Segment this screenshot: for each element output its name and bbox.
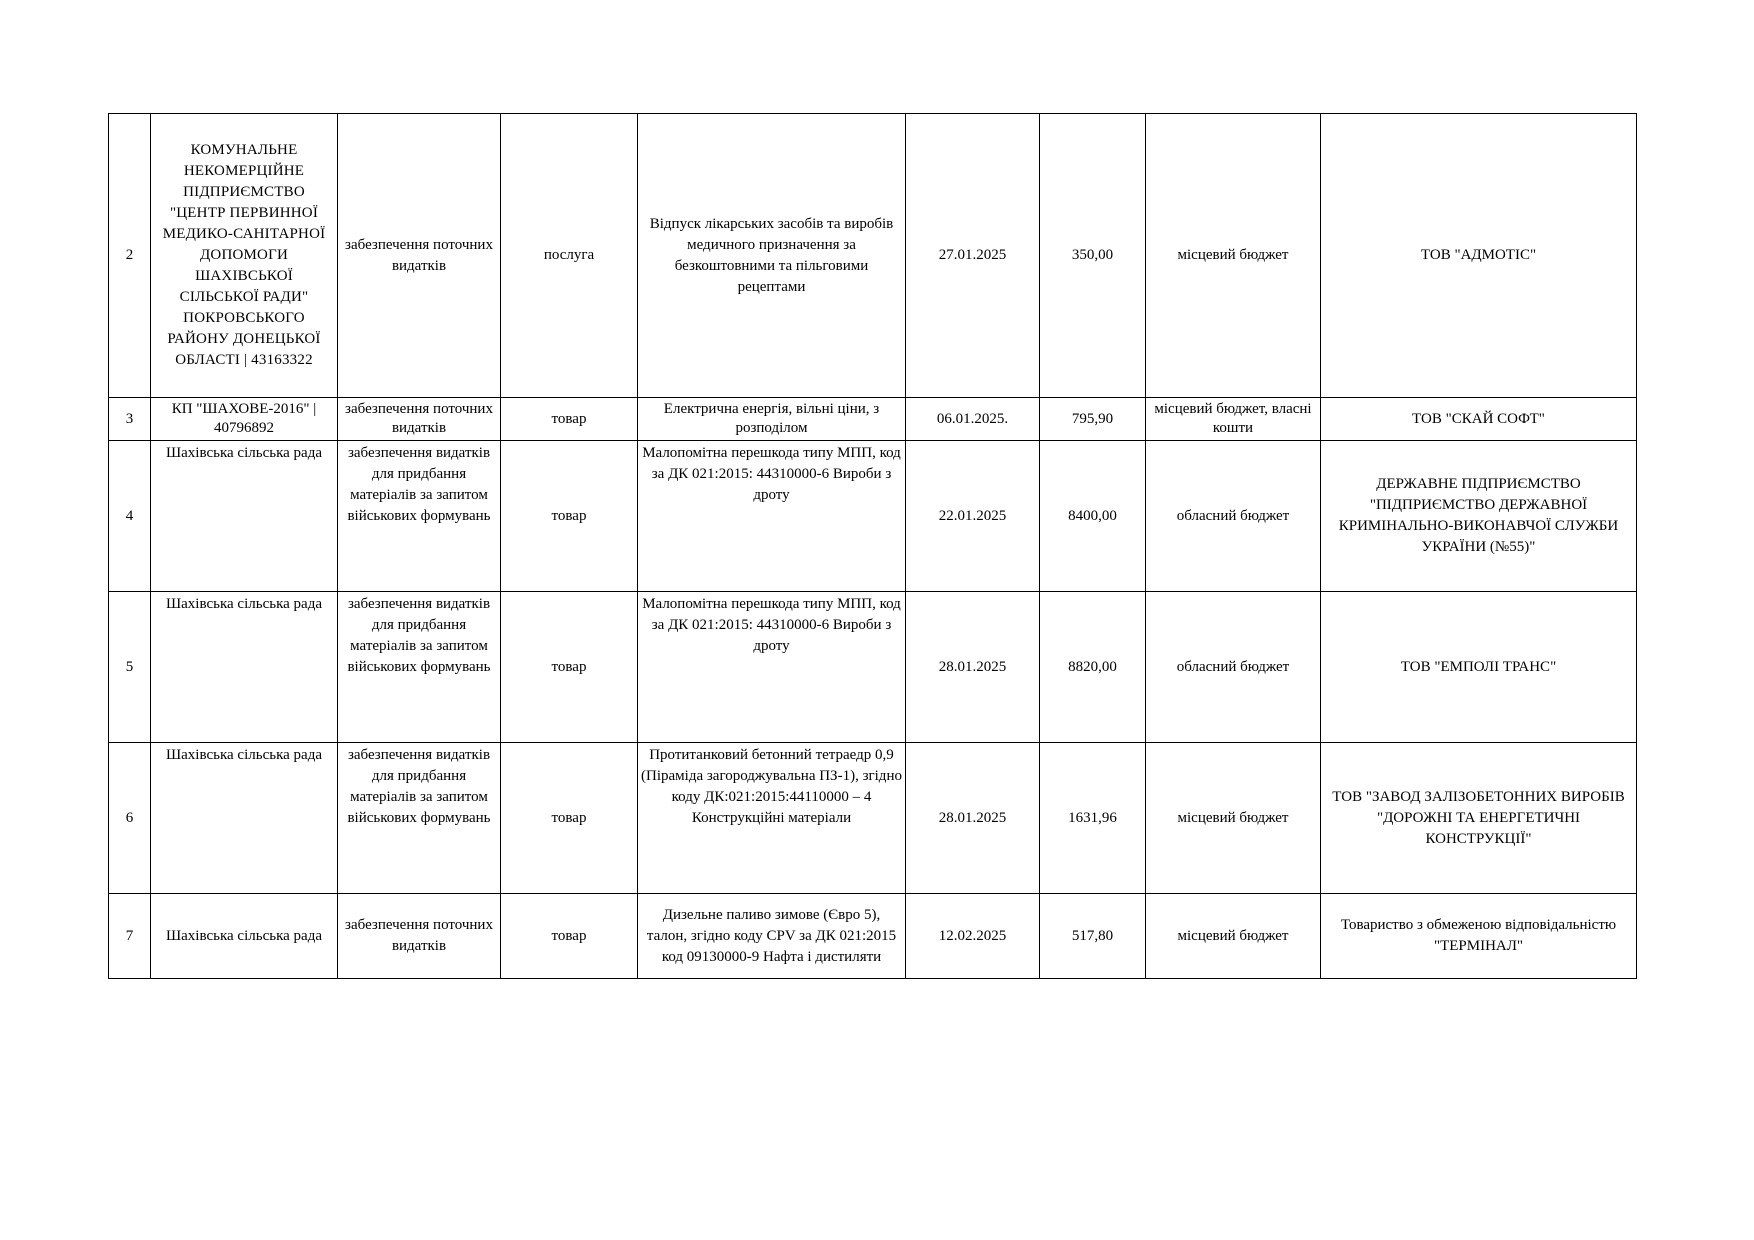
customer-name: Шахівська сільська рада — [151, 743, 338, 894]
contract-date: 28.01.2025 — [906, 743, 1040, 894]
row-number: 6 — [109, 743, 151, 894]
contract-amount: 1631,96 — [1040, 743, 1146, 894]
table-row — [109, 441, 1637, 592]
row-number: 5 — [109, 592, 151, 743]
contract-amount: 795,90 — [1040, 398, 1146, 441]
expense-purpose: забезпечення поточних видатків — [338, 894, 501, 979]
funding-source: місцевий бюджет, власні кошти — [1146, 398, 1321, 441]
customer-name: КП "ШАХОВЕ-2016" | 40796892 — [151, 398, 338, 441]
row-number: 4 — [109, 441, 151, 592]
procurement-subject: Електрична енергія, вільні ціни, з розподілом — [638, 398, 906, 441]
table-row — [109, 592, 1637, 743]
supplier-name: Товариство з обмеженою відповідальністю "ТЕРМІНАЛ" — [1321, 894, 1637, 979]
contract-amount: 517,80 — [1040, 894, 1146, 979]
expense-purpose: забезпечення видатків для придбання матеріалів за запитом військових формувань — [338, 743, 501, 894]
customer-name: Шахівська сільська рада — [151, 592, 338, 743]
contract-amount: 350,00 — [1040, 114, 1146, 398]
procurement-type: товар — [501, 592, 638, 743]
procurement-type: товар — [501, 441, 638, 592]
funding-source: місцевий бюджет — [1146, 743, 1321, 894]
procurement-subject: Малопомітна перешкода типу МПП, код за ДК 021:2015: 44310000-6 Вироби з дроту — [638, 592, 906, 743]
supplier-name: ТОВ "ЕМПОЛІ ТРАНС" — [1321, 592, 1637, 743]
contract-amount: 8400,00 — [1040, 441, 1146, 592]
procurement-type: товар — [501, 894, 638, 979]
procurement-subject: Відпуск лікарських засобів та виробів медичного призначення за безкоштовними та пільговими рецептами — [638, 114, 906, 398]
expense-purpose: забезпечення поточних видатків — [338, 398, 501, 441]
expense-purpose: забезпечення поточних видатків — [338, 114, 501, 398]
table-row — [109, 894, 1637, 979]
contract-date: 27.01.2025 — [906, 114, 1040, 398]
supplier-name: ДЕРЖАВНЕ ПІДПРИЄМСТВО "ПІДПРИЄМСТВО ДЕРЖАВНОЇ КРИМІНАЛЬНО-ВИКОНАВЧОЇ СЛУЖБИ УКРАЇНИ (№55)" — [1321, 441, 1637, 592]
procurement-table — [108, 113, 1637, 979]
procurement-type: товар — [501, 743, 638, 894]
table-row — [109, 114, 1637, 398]
row-number: 3 — [109, 398, 151, 441]
customer-name: КОМУНАЛЬНЕ НЕКОМЕРЦІЙНЕ ПІДПРИЄМСТВО "ЦЕНТР ПЕРВИННОЇ МЕДИКО-САНІТАРНОЇ ДОПОМОГИ ШАХІВСЬКОЇ СІЛЬСЬКОЇ РАДИ" ПОКРОВСЬКОГО РАЙОНУ ДОНЕЦЬКОЇ ОБЛАСТІ | 43163322 — [151, 114, 338, 398]
procurement-subject: Малопомітна перешкода типу МПП, код за ДК 021:2015: 44310000-6 Вироби з дроту — [638, 441, 906, 592]
contract-date: 06.01.2025. — [906, 398, 1040, 441]
row-number: 2 — [109, 114, 151, 398]
table-row — [109, 743, 1637, 894]
procurement-type: товар — [501, 398, 638, 441]
funding-source: місцевий бюджет — [1146, 114, 1321, 398]
procurement-subject: Дизельне паливо зимове (Євро 5), талон, згідно коду CPV за ДК 021:2015 код 09130000-9 Нафта і дистиляти — [638, 894, 906, 979]
contract-date: 12.02.2025 — [906, 894, 1040, 979]
contract-date: 22.01.2025 — [906, 441, 1040, 592]
table-row — [109, 398, 1637, 441]
row-number: 7 — [109, 894, 151, 979]
funding-source: місцевий бюджет — [1146, 894, 1321, 979]
expense-purpose: забезпечення видатків для придбання матеріалів за запитом військових формувань — [338, 441, 501, 592]
supplier-name: ТОВ "АДМОТІС" — [1321, 114, 1637, 398]
supplier-name: ТОВ "СКАЙ СОФТ" — [1321, 398, 1637, 441]
procurement-subject: Протитанковий бетонний тетраедр 0,9 (Піраміда загороджувальна ПЗ-1), згідно коду ДК:021:2015:44110000 – 4 Конструкційні матеріали — [638, 743, 906, 894]
supplier-name: ТОВ "ЗАВОД ЗАЛІЗОБЕТОННИХ ВИРОБІВ "ДОРОЖНІ ТА ЕНЕРГЕТИЧНІ КОНСТРУКЦІЇ" — [1321, 743, 1637, 894]
customer-name: Шахівська сільська рада — [151, 894, 338, 979]
contract-date: 28.01.2025 — [906, 592, 1040, 743]
procurement-type: послуга — [501, 114, 638, 398]
funding-source: обласний бюджет — [1146, 441, 1321, 592]
contract-amount: 8820,00 — [1040, 592, 1146, 743]
expense-purpose: забезпечення видатків для придбання матеріалів за запитом військових формувань — [338, 592, 501, 743]
customer-name: Шахівська сільська рада — [151, 441, 338, 592]
funding-source: обласний бюджет — [1146, 592, 1321, 743]
